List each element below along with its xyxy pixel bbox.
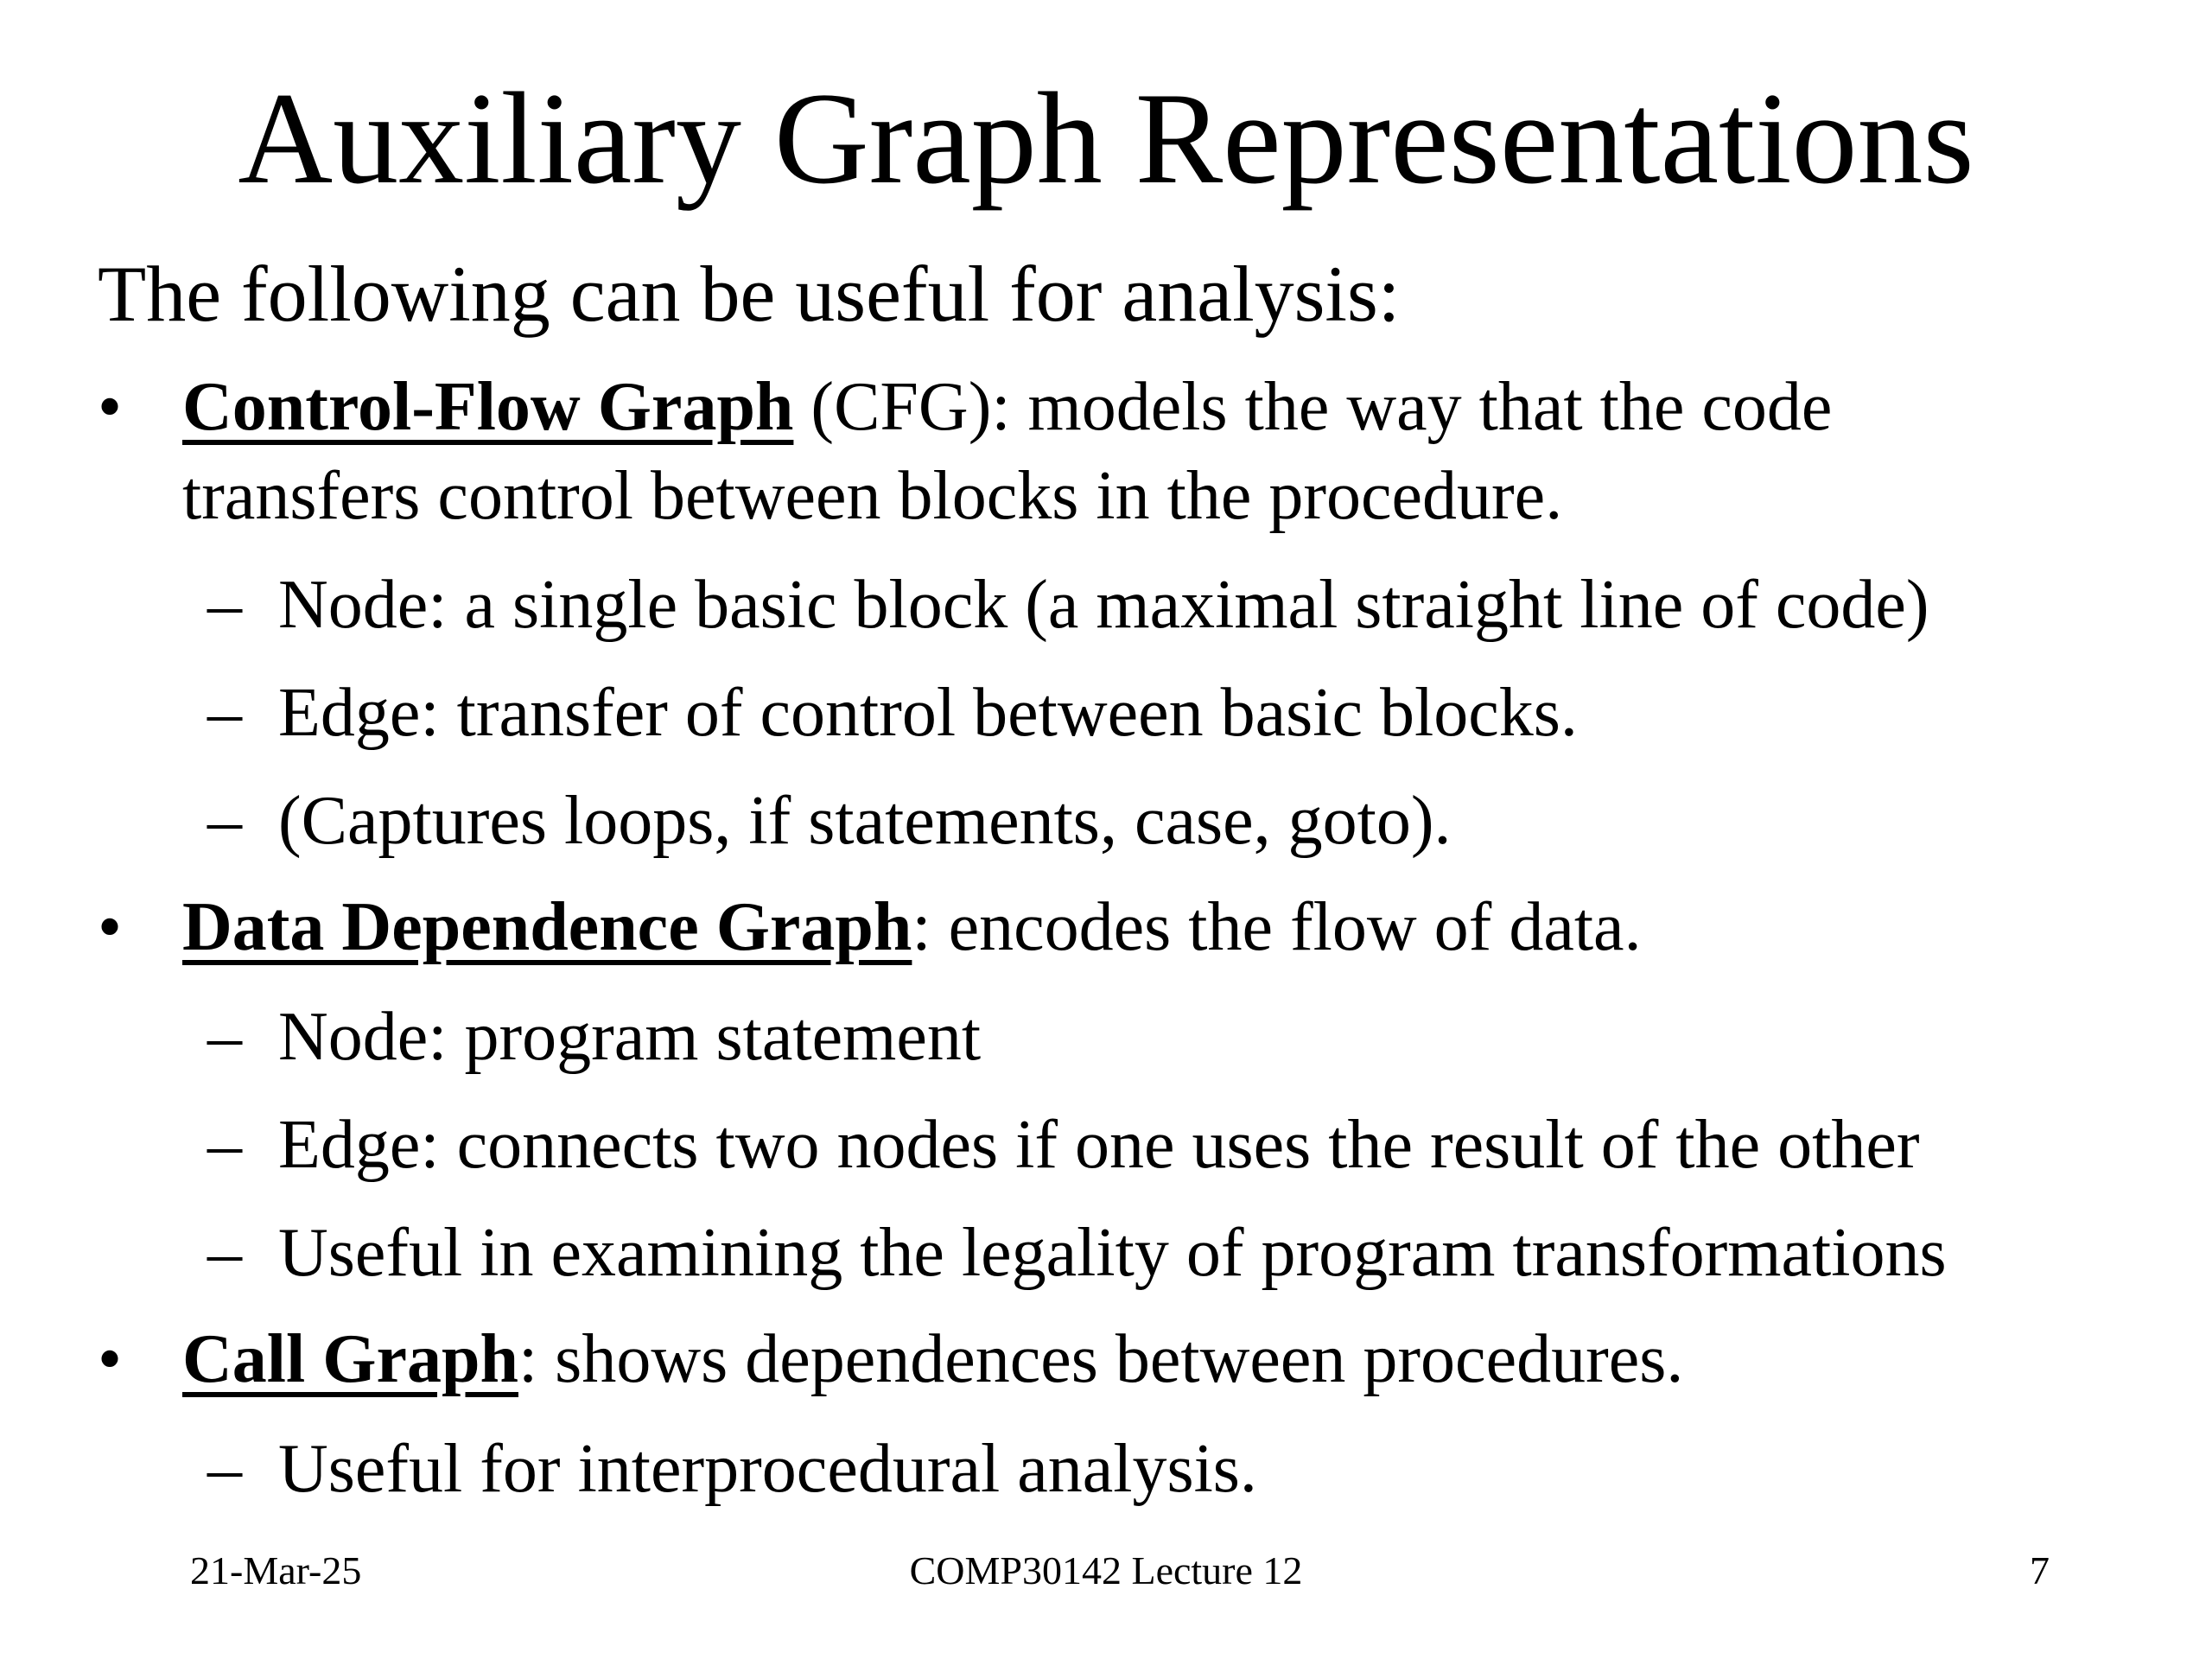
intro-text: The following can be useful for analysis: (98, 250, 1401, 338)
bullet-text (182, 883, 1642, 972)
desc-ddg: : encodes the flow of data. (912, 889, 1642, 965)
subitem-text: Node: program statement (278, 999, 982, 1075)
bullet-icon: • (98, 1321, 123, 1397)
subitem-text: Edge: connects two nodes if one uses the result of the other (278, 1107, 1920, 1183)
term-call-graph: Call Graph (182, 1321, 518, 1397)
bullet-text (182, 363, 1832, 452)
desc-call-graph: : shows dependences between procedures. (518, 1321, 1684, 1397)
dash-icon: – (207, 1107, 242, 1183)
dash-icon: – (207, 1431, 242, 1507)
footer-date: 21-Mar-25 (190, 1548, 362, 1592)
term-cfg: Control-Flow Graph (182, 369, 794, 445)
slide-title: Auxiliary Graph Representations (238, 66, 1974, 211)
footer-page-number: 7 (2030, 1548, 2050, 1592)
subitem-text: Edge: transfer of control between basic blocks. (278, 675, 1578, 751)
subitem-text: Useful for interprocedural analysis. (278, 1431, 1257, 1507)
subitem-text: Node: a single basic block (a maximal straight line of code) (278, 567, 1929, 643)
subitem-text: (Captures loops, if statements, case, goto). (278, 783, 1452, 859)
dash-icon: – (207, 783, 242, 859)
bullet-icon: • (98, 369, 123, 445)
dash-icon: – (207, 1215, 242, 1291)
desc-cfg-line2: transfers control between blocks in the procedure. (182, 458, 1563, 534)
subitem-text: Useful in examining the legality of program transformations (278, 1215, 1947, 1291)
bullet-icon: • (98, 889, 123, 965)
term-ddg: Data Dependence Graph (182, 889, 912, 965)
dash-icon: – (207, 567, 242, 643)
dash-icon: – (207, 999, 242, 1075)
bullet-text (182, 1315, 1683, 1404)
footer-course: COMP30142 Lecture 12 (909, 1548, 1303, 1592)
desc-cfg-line1: (CFG): models the way that the code (793, 369, 1833, 445)
dash-icon: – (207, 675, 242, 751)
